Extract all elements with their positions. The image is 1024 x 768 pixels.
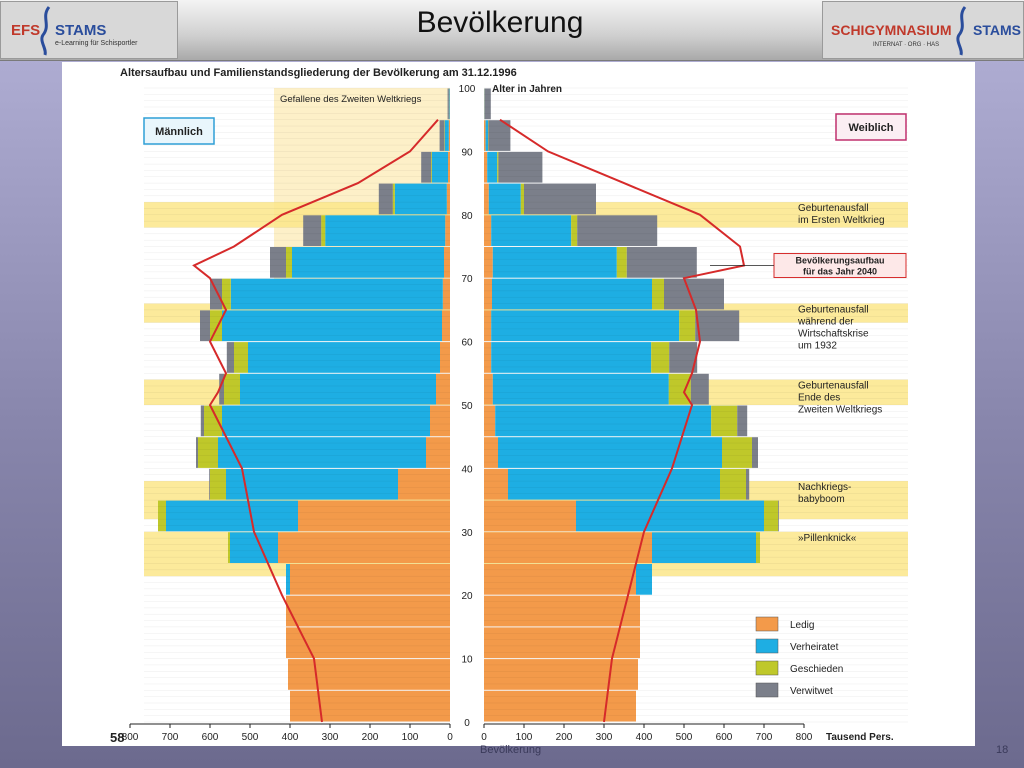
x-tick-label: 400 (635, 732, 653, 743)
bar-segment (484, 532, 652, 563)
bar-segment (288, 659, 450, 690)
x-tick-label: 300 (321, 732, 339, 743)
logo-stams-text: STAMS (55, 22, 107, 39)
bar-segment (484, 691, 636, 722)
bar-segment (491, 215, 571, 246)
bar-segment (158, 501, 166, 532)
bar-segment (484, 279, 492, 310)
bar-segment (495, 406, 711, 437)
bar-segment (711, 406, 737, 437)
bar-segment (486, 120, 488, 151)
bar-segment (722, 437, 752, 468)
bar-segment (448, 152, 450, 183)
bar-segment (426, 437, 450, 468)
bar-segment (491, 342, 651, 373)
y-tick-label: 100 (458, 84, 476, 95)
bar-segment (303, 215, 321, 246)
bar-segment (449, 120, 450, 151)
bar-segment (484, 247, 493, 278)
page-number: 18 (996, 744, 1009, 756)
panel-label-female (836, 114, 906, 140)
x-tick-label: 500 (241, 732, 259, 743)
bar-segment (493, 247, 617, 278)
bar-segment (248, 342, 440, 373)
bar-segment (234, 342, 248, 373)
bar-segment (627, 247, 697, 278)
bar-segment (222, 406, 430, 437)
panel-label-male-text: Männlich (155, 126, 203, 138)
x-axis-label: Tausend Pers. (826, 732, 894, 743)
bar-segment (493, 374, 669, 405)
bar-segment (196, 437, 198, 468)
legend-swatch (756, 617, 778, 631)
bar-segment (679, 310, 695, 341)
bar-segment (764, 501, 778, 532)
bar-segment (224, 374, 240, 405)
bar-segment (737, 406, 747, 437)
bar-segment (240, 374, 436, 405)
bar-segment (231, 279, 443, 310)
bar-segment (393, 184, 395, 215)
x-tick-label: 200 (555, 732, 573, 743)
x-tick-label: 100 (515, 732, 533, 743)
bar-segment (652, 532, 756, 563)
y-tick-label: 40 (461, 464, 473, 476)
y-tick-label: 50 (461, 401, 473, 412)
bar-segment (286, 564, 290, 595)
y-tick-label: 30 (461, 527, 473, 539)
logo-subtitle: e-Learning für Schisportler (55, 40, 138, 47)
bar-segment (436, 374, 450, 405)
legend-label: Verheiratet (790, 642, 839, 653)
bar-segment (691, 374, 709, 405)
x-tick-label: 600 (201, 732, 219, 743)
bar-segment (577, 215, 657, 246)
bar-segment (489, 184, 521, 215)
x-tick-label: 700 (161, 732, 179, 743)
y-tick-label: 70 (461, 274, 473, 286)
bar-segment (485, 89, 491, 120)
bar-segment (201, 406, 204, 437)
bar-segment (491, 310, 679, 341)
bar-segment (484, 342, 491, 373)
bar-segment (484, 215, 491, 246)
legend-label: Verwitwet (790, 686, 833, 697)
bar-segment (210, 469, 226, 500)
bar-segment (218, 437, 426, 468)
bar-segment (230, 532, 278, 563)
bar-segment (321, 215, 325, 246)
x-tick-label: 400 (281, 732, 299, 743)
logo-schigymnasium-text: SCHIGYMNASIUM (831, 22, 952, 38)
y-tick-label: 20 (461, 591, 473, 603)
bar-segment (290, 691, 450, 722)
bar-segment (484, 596, 640, 627)
x-tick-label: 300 (595, 732, 613, 743)
annotation-label: »Pillenknick« (798, 532, 857, 544)
legend-swatch (756, 639, 778, 653)
bar-segment (652, 279, 664, 310)
bar-segment (484, 184, 489, 215)
bar-segment (484, 374, 493, 405)
bar-segment (440, 120, 445, 151)
bar-segment (524, 184, 596, 215)
bar-segment (398, 469, 450, 500)
x-tick-label: 800 (795, 732, 813, 743)
bar-segment (226, 469, 398, 500)
y-tick-label: 10 (461, 654, 473, 666)
bar-segment (379, 184, 393, 215)
bar-segment (498, 152, 542, 183)
bar-segment (447, 184, 450, 215)
bar-segment (198, 437, 218, 468)
x-tick-label: 800 (121, 732, 139, 743)
legend-label: Ledig (790, 620, 815, 631)
bar-segment (487, 152, 497, 183)
bar-segment (290, 564, 450, 595)
legend-label: Geschieden (790, 664, 844, 675)
bar-segment (484, 501, 576, 532)
bar-segment (484, 120, 486, 151)
bar-segment (484, 310, 491, 341)
panel-label-female-text: Weiblich (848, 122, 894, 134)
bar-segment (440, 342, 450, 373)
bar-segment (286, 596, 450, 627)
chart-legend (756, 617, 843, 697)
x-tick-label: 700 (755, 732, 773, 743)
bar-segment (571, 215, 577, 246)
bar-segment (292, 247, 444, 278)
bar-segment (497, 152, 498, 183)
bar-segment (449, 89, 450, 120)
logo-efs-text: EFS (11, 22, 41, 39)
swirl-icon (955, 5, 969, 57)
bar-segment (445, 120, 449, 151)
bar-segment (521, 184, 524, 215)
annotation-label: Gefallene des Zweiten Weltkriegs (280, 94, 422, 105)
x-tick-label: 0 (481, 732, 487, 743)
bar-segment (484, 469, 508, 500)
footer-text: Bevölkerung (480, 744, 542, 756)
bar-segment (498, 437, 722, 468)
bar-segment (222, 310, 442, 341)
bar-segment (209, 469, 210, 500)
annotation-label: Geburtenausfall während der Wirtschaftskrise um 1932 (798, 304, 869, 352)
logo-subtitle: INTERNAT · ORG · HAS (873, 42, 940, 48)
bar-segment (484, 564, 636, 595)
bar-segment (298, 501, 450, 532)
pyramid-svg (62, 62, 975, 746)
x-tick-label: 600 (715, 732, 733, 743)
bar-segment (278, 532, 450, 563)
bar-segment (695, 310, 739, 341)
annotation-label: Bevölkerungsaufbau für das Jahr 2040 (795, 255, 885, 277)
bar-segment (752, 437, 758, 468)
bar-segment (431, 152, 432, 183)
x-tick-label: 200 (361, 732, 379, 743)
bar-segment (443, 279, 450, 310)
bar-segment (286, 247, 292, 278)
bar-segment (484, 659, 638, 690)
annotation-label: Geburtenausfall Ende des Zweiten Weltkriegs (798, 380, 883, 416)
bar-segment (778, 501, 779, 532)
bar-segment (484, 152, 487, 183)
legend-swatch (756, 683, 778, 697)
annotation-label: Geburtenausfall im Ersten Weltkrieg (798, 203, 885, 227)
y-tick-label: 80 (461, 210, 473, 222)
panel-label-male (144, 118, 214, 144)
bar-segment (576, 501, 764, 532)
bar-segment (720, 469, 746, 500)
logo-stams-text: STAMS (973, 22, 1021, 38)
y-tick-label: 60 (461, 337, 473, 349)
bar-segment (445, 215, 450, 246)
bar-segment (166, 501, 298, 532)
slide-title: Bevölkerung (416, 6, 584, 39)
bar-segment (200, 310, 210, 341)
bar-segment (270, 247, 286, 278)
page-label: 58 (110, 730, 125, 745)
bar-segment (508, 469, 720, 500)
bar-segment (395, 184, 447, 215)
bar-segment (421, 152, 431, 183)
bar-segment (492, 279, 652, 310)
bar-segment (444, 247, 450, 278)
bar-segment (636, 564, 652, 595)
bar-segment (651, 342, 669, 373)
schigymnasium-logo (822, 1, 1024, 59)
bar-segment (227, 342, 234, 373)
bar-segment (669, 374, 691, 405)
bar-segment (325, 215, 445, 246)
bar-segment (432, 152, 448, 183)
bar-segment (484, 437, 498, 468)
bar-segment (746, 469, 749, 500)
bar-segment (430, 406, 450, 437)
legend-swatch (756, 661, 778, 675)
x-tick-label: 0 (447, 732, 453, 743)
efs-stams-logo (0, 1, 178, 59)
bar-segment (484, 406, 495, 437)
chart-title: Altersaufbau und Familienstandsgliederung der Bevölkerung am 31.12.1996 (120, 67, 517, 79)
bar-segment (617, 247, 627, 278)
bar-segment (448, 89, 449, 120)
annotation-label: Nachkriegs-babyboom (798, 482, 852, 506)
y-axis-label: Alter in Jahren (492, 84, 563, 95)
x-tick-label: 100 (401, 732, 419, 743)
bar-segment (442, 310, 450, 341)
population-pyramid-chart (62, 62, 975, 746)
y-tick-label: 90 (461, 147, 473, 159)
swirl-icon (39, 5, 53, 57)
bar-segment (756, 532, 760, 563)
y-tick-label: 0 (464, 718, 470, 729)
bar-segment (228, 532, 230, 563)
x-tick-label: 500 (675, 732, 693, 743)
